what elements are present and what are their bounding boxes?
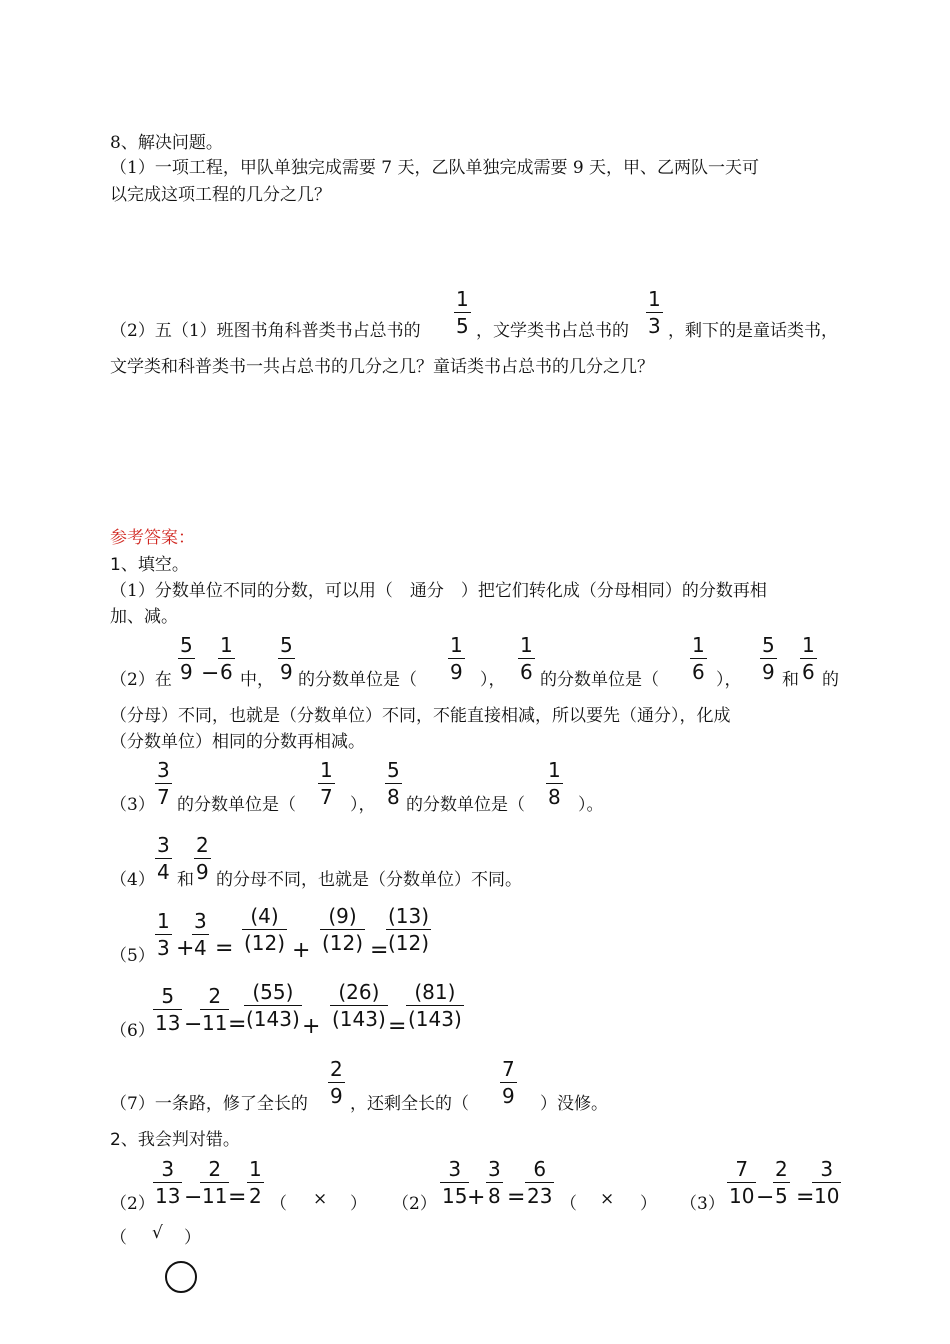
judge-1-fraction-c: 1 2 [249,1157,262,1208]
q8-part2-text-b: ，文学类书占总书的 [476,321,629,341]
q8-part2-line2: 文学类和科普类书一共占总书的几分之几？童话类书占总书的几分之几？ [110,357,654,377]
answer-4-text-and: 和 [177,870,194,890]
equals-sign: = [507,1185,526,1210]
answer-5-fraction-e: (13) (12) [388,904,430,955]
answer-5-fraction-d: (9) (12) [322,904,364,955]
q8-part1-line2: 以完成这项工程的几分之几？ [110,185,331,205]
equals-sign: = [215,936,234,961]
answer-2-fraction-h: 1 6 [802,633,815,684]
judge-3-label: （3） [680,1194,725,1214]
minus-sign: − [184,1012,203,1037]
answer-3-fraction-d: 1 8 [548,758,561,809]
judge-2-label: （2） [392,1194,437,1214]
fraction-one-fifth: 1 5 [456,287,469,338]
answer-1-line2: 加、减。 [110,607,178,627]
minus-sign: − [756,1185,775,1210]
answer-3-text-unit1: 的分数单位是（ [177,795,296,815]
answer-6-prefix: （6） [110,1021,155,1041]
answers-section-1-title: 1、填空。 [110,555,189,575]
judge-3-fraction-b: 2 5 [775,1157,788,1208]
answer-3-fraction-c: 5 8 [387,758,400,809]
equals-sign: = [228,1012,247,1037]
plus-sign: + [292,938,311,963]
answer-1-line1: （1）分数单位不同的分数，可以用（ 通分 ）把它们转化成（分母相同）的分数再相 [110,581,767,601]
answer-4-text-rest: 的分母不同，也就是（分数单位）不同。 [216,870,522,890]
judge-3-fraction-c: 3 10 [814,1157,840,1208]
equals-sign: = [796,1185,815,1210]
answer-2-fraction-g: 5 9 [762,633,775,684]
plus-sign: + [302,1014,321,1039]
judge-2-open-paren: （ [560,1194,577,1214]
answer-5-fraction-c: (4) (12) [244,904,286,955]
plus-sign: + [176,936,195,961]
answer-6-fraction-c: (55) (143) [246,980,300,1031]
answer-2-fraction-e: 1 6 [520,633,533,684]
answer-2-fraction-a: 5 9 [180,633,193,684]
q8-part2-text-c: ，剩下的是童话类书， [668,321,838,341]
minus-sign: − [184,1185,203,1210]
answer-3-text-unit2: 的分数单位是（ [406,795,525,815]
fraction-one-third: 1 3 [648,287,661,338]
answer-7-text-mid: ，还剩全长的（ [350,1094,469,1114]
answer-7-text-end: ）没修。 [540,1094,608,1114]
answer-5-prefix: （5） [110,946,155,966]
answer-3-fraction-b: 1 7 [320,758,333,809]
judge-1-fraction-a: 3 13 [155,1157,181,1208]
answer-3-prefix: （3） [110,795,155,815]
answer-6-fraction-e: (81) (143) [408,980,462,1031]
equals-sign: = [370,938,389,963]
judge-2-fraction-b: 3 8 [488,1157,501,1208]
judge-1-mark: × [313,1189,328,1209]
answers-section-2-title: 2、我会判对错。 [110,1130,240,1150]
answer-2-text-unit2: 的分数单位是（ [540,670,659,690]
answer-4-fraction-a: 3 4 [157,833,170,884]
answer-3-text-close2: ）。 [578,795,604,815]
answer-2-line2: （分母）不同，也就是（分数单位）不同，不能直接相减，所以要先（通分），化成 [110,706,731,726]
answer-2-fraction-d: 1 9 [450,633,463,684]
answer-4-fraction-b: 2 9 [196,833,209,884]
answer-2-text-close1: ）， [480,670,506,690]
judge-3-open-paren: （ [110,1228,127,1248]
q8-part2-text-a: （2）五（1）班图书角科普类书占总书的 [110,321,421,341]
answer-3-text-close1: ）， [350,795,376,815]
answer-2-text-mid: 中， [240,670,274,690]
plus-sign: + [467,1185,486,1210]
answer-2-prefix: （2）在 [110,670,172,690]
judge-2-fraction-a: 3 15 [442,1157,468,1208]
answer-5-fraction-b: 3 4 [194,909,207,960]
answer-2-text-unit1: 的分数单位是（ [298,670,417,690]
equals-sign: = [228,1185,247,1210]
answer-3-fraction-a: 3 7 [157,758,170,809]
judge-2-fraction-c: 6 23 [527,1157,553,1208]
answer-4-prefix: （4） [110,870,155,890]
judge-2-close-paren: ） [640,1194,657,1214]
answer-2-text-de: 的 [822,670,839,690]
answer-6-fraction-b: 2 11 [202,984,228,1035]
answer-2-fraction-c: 5 9 [280,633,293,684]
judge-1-open-paren: （ [270,1194,287,1214]
judge-3-fraction-a: 7 10 [729,1157,755,1208]
answer-2-text-and: 和 [782,670,799,690]
answer-2-line3: （分数单位）相同的分数再相减。 [110,732,365,752]
answer-2-fraction-f: 1 6 [692,633,705,684]
equals-sign: = [388,1014,407,1039]
q8-part1-line1: （1）一项工程，甲队单独完成需要 7 天，乙队单独完成需要 9 天，甲、乙两队一天可 [110,158,760,178]
judge-1-close-paren: ） [350,1194,367,1214]
judge-3-mark: √ [152,1223,163,1243]
answer-2-fraction-b: 1 6 [220,633,233,684]
judge-1-label: （2） [110,1194,155,1214]
answers-title: 参考答案： [110,528,195,548]
question-8-title: 8、解决问题。 [110,133,223,153]
answer-6-fraction-a: 5 13 [155,984,181,1035]
minus-sign: − [201,661,220,686]
answer-7-fraction-a: 2 9 [330,1057,343,1108]
answer-2-text-close2: ）， [716,670,742,690]
judge-1-fraction-b: 2 11 [202,1157,228,1208]
circle-shape [165,1261,197,1293]
answer-6-fraction-d: (26) (143) [332,980,386,1031]
answer-7-fraction-b: 7 9 [502,1057,515,1108]
answer-7-text-a: （7）一条路，修了全长的 [110,1094,308,1114]
judge-2-mark: × [600,1189,615,1209]
answer-5-fraction-a: 1 3 [157,909,170,960]
judge-3-close-paren: ） [184,1228,201,1248]
